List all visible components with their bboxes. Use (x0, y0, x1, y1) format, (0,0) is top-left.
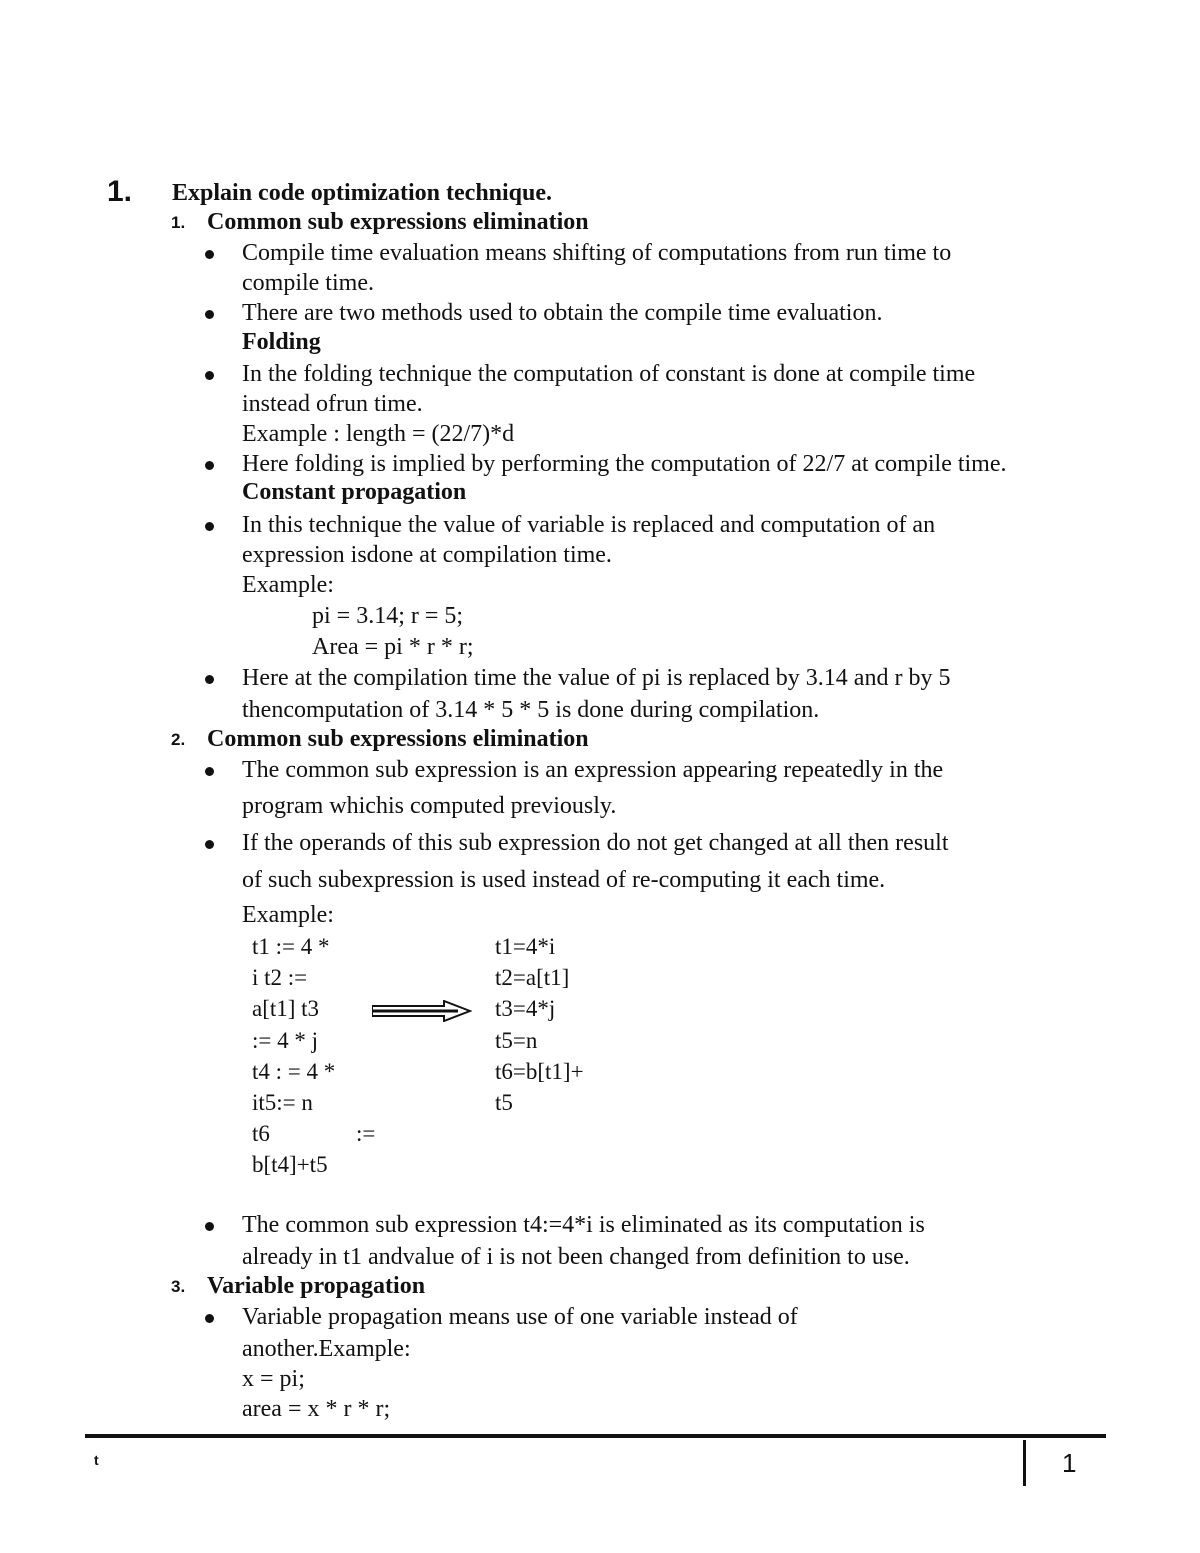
bullet-icon (205, 767, 214, 776)
bullet-icon (205, 1222, 214, 1231)
section-1-title: Common sub expressions elimination (207, 209, 589, 235)
code-left-line: i t2 := (252, 965, 308, 990)
bullet-icon (205, 250, 214, 259)
bullet-icon (205, 310, 214, 319)
code-line: Area = pi * r * r; (312, 634, 474, 660)
text-line: compile time. (242, 270, 374, 296)
section-1-number: 1. (171, 213, 186, 232)
text-line: If the operands of this sub expression do not get changed at all then result (242, 830, 949, 856)
code-left-line: := 4 * j (252, 1028, 319, 1053)
section-3-number: 3. (171, 1277, 186, 1296)
code-left-line: t4 : = 4 * (252, 1059, 336, 1084)
text-line: Variable propagation means use of one variable instead of (242, 1304, 798, 1330)
code-left-line: := (356, 1121, 376, 1146)
right-arrow-icon (372, 1000, 472, 1022)
text-line: The common sub expression t4:=4*i is eliminated as its computation is (242, 1212, 925, 1238)
section-2-title: Common sub expressions elimination (207, 726, 589, 752)
text-line: There are two methods used to obtain the compile time evaluation. (242, 300, 883, 326)
bullet-icon (205, 675, 214, 684)
question-title: Explain code optimization technique. (172, 180, 553, 206)
text-line: In the folding technique the computation of constant is done at compile time (242, 361, 976, 387)
code-left-line: b[t4]+t5 (252, 1152, 328, 1177)
text-line: Compile time evaluation means shifting of computations from run time to (242, 240, 952, 266)
code-right-line: t6=b[t1]+ (495, 1059, 584, 1084)
text-line: program whichis computed previously. (242, 793, 617, 819)
code-left-line: it5:= n (252, 1090, 313, 1115)
text-line: In this technique the value of variable is replaced and computation of an (242, 512, 936, 538)
bullet-icon (205, 371, 214, 380)
section-3-title: Variable propagation (207, 1273, 426, 1299)
text-line: The common sub expression is an expression appearing repeatedly in the (242, 757, 944, 783)
text-line: Example: (242, 902, 334, 928)
code-left-line: a[t1] t3 (252, 996, 320, 1021)
code-right-line: t2=a[t1] (495, 965, 570, 990)
footer-vertical-bar (1023, 1440, 1026, 1486)
bullet-icon (205, 522, 214, 531)
code-line: area = x * r * r; (242, 1396, 391, 1422)
footer-divider (85, 1434, 1106, 1438)
page-number: 1 (1062, 1448, 1077, 1478)
code-right-line: t3=4*j (495, 996, 556, 1021)
code-right-line: t5 (495, 1090, 513, 1115)
text-line: thencomputation of 3.14 * 5 * 5 is done during compilation. (242, 697, 820, 723)
section-2-number: 2. (171, 730, 186, 749)
code-right-line: t5=n (495, 1028, 538, 1053)
subheading-folding: Folding (242, 329, 321, 355)
question-number: 1. (107, 175, 133, 208)
code-left-line: t1 := 4 * (252, 934, 330, 959)
code-line: x = pi; (242, 1366, 305, 1392)
bullet-icon (205, 1314, 214, 1323)
text-line: Example: (242, 572, 334, 598)
bullet-icon (205, 840, 214, 849)
text-line: Here folding is implied by performing the computation of 22/7 at compile time. (242, 451, 1007, 477)
text-line: of such subexpression is used instead of re-computing it each time. (242, 867, 886, 893)
text-line: already in t1 andvalue of i is not been changed from definition to use. (242, 1244, 910, 1270)
text-line: instead ofrun time. (242, 391, 423, 417)
text-line: Here at the compilation time the value of pi is replaced by 3.14 and r by 5 (242, 665, 951, 691)
footer-left-text: t (94, 1452, 99, 1468)
text-line: expression isdone at compilation time. (242, 542, 612, 568)
code-line: pi = 3.14; r = 5; (312, 603, 464, 629)
subheading-constant-propagation: Constant propagation (242, 479, 467, 505)
code-right-line: t1=4*i (495, 934, 556, 959)
text-line: another.Example: (242, 1336, 411, 1362)
code-left-line: t6 (252, 1121, 270, 1146)
text-line: Example : length = (22/7)*d (242, 421, 515, 447)
bullet-icon (205, 461, 214, 470)
